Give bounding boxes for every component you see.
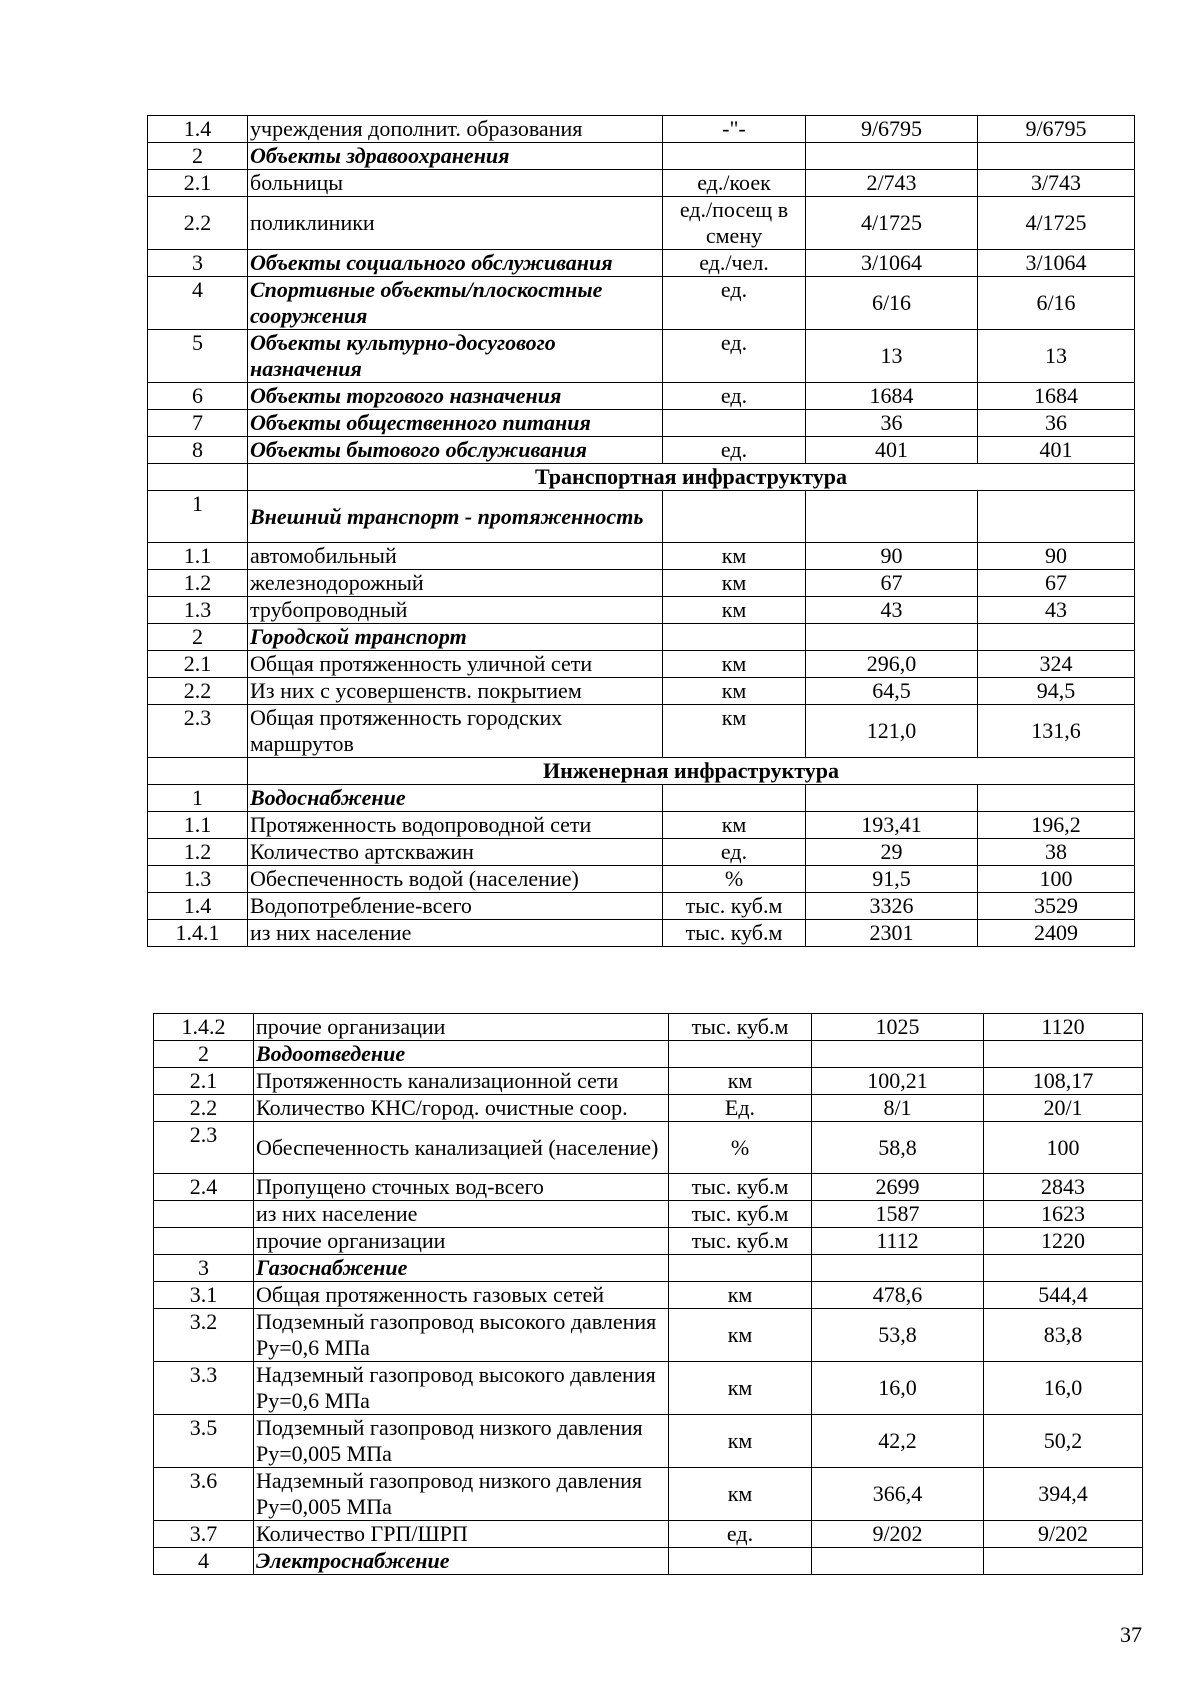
cell-unit bbox=[669, 1041, 812, 1068]
cell-value-project: 2843 bbox=[984, 1174, 1143, 1201]
cell-unit: ед. bbox=[663, 839, 806, 866]
table-row bbox=[154, 1228, 1143, 1255]
cell-value-existing bbox=[812, 1255, 984, 1282]
cell-num: 2.1 bbox=[154, 1068, 254, 1095]
cell-unit: тыс. куб.м bbox=[663, 893, 806, 920]
cell-name: Надземный газопровод низкого давления Ру=0,005 МПа bbox=[254, 1468, 669, 1521]
cell-value-project: 36 bbox=[978, 410, 1135, 437]
cell-value-existing: 1684 bbox=[806, 383, 978, 410]
cell-unit: Ед. bbox=[669, 1095, 812, 1122]
cell-num: 1.4.2 bbox=[154, 1014, 254, 1041]
cell-num: 3.6 bbox=[154, 1468, 254, 1521]
table-row bbox=[154, 1362, 1143, 1415]
cell-name: Пропущено сточных вод-всего bbox=[254, 1174, 669, 1201]
cell-num: 2.4 bbox=[154, 1174, 254, 1201]
cell-unit: км bbox=[669, 1309, 812, 1362]
indicators-table-top bbox=[147, 115, 1135, 947]
table-row bbox=[154, 1122, 1143, 1174]
cell-unit: ед. bbox=[663, 330, 806, 383]
cell-unit: тыс. куб.м bbox=[669, 1228, 812, 1255]
cell-num: 8 bbox=[148, 437, 248, 464]
table-row bbox=[154, 1201, 1143, 1228]
cell-unit: тыс. куб.м bbox=[669, 1201, 812, 1228]
table-bottom-body bbox=[154, 1014, 1143, 1575]
table-row bbox=[154, 1548, 1143, 1575]
table-row bbox=[148, 624, 1135, 651]
cell-unit: км bbox=[663, 651, 806, 678]
cell-name: Объекты бытового обслуживания bbox=[248, 437, 663, 464]
cell-name: Газоснабжение bbox=[254, 1255, 669, 1282]
cell-value-project: 3/743 bbox=[978, 170, 1135, 197]
cell-name: автомобильный bbox=[248, 543, 663, 570]
cell-name: Протяженность водопроводной сети bbox=[248, 812, 663, 839]
table-row bbox=[154, 1174, 1143, 1201]
cell-value-project: 394,4 bbox=[984, 1468, 1143, 1521]
table-row bbox=[148, 597, 1135, 624]
cell-value-project: 4/1725 bbox=[978, 197, 1135, 250]
cell-value-existing: 58,8 bbox=[812, 1122, 984, 1174]
table-row bbox=[154, 1415, 1143, 1468]
cell-num: 2 bbox=[148, 624, 248, 651]
cell-value-project: 1623 bbox=[984, 1201, 1143, 1228]
cell-value-project: 544,4 bbox=[984, 1282, 1143, 1309]
cell-unit: тыс. куб.м bbox=[669, 1174, 812, 1201]
cell-value-existing: 67 bbox=[806, 570, 978, 597]
cell-unit bbox=[663, 143, 806, 170]
cell-value-existing: 13 bbox=[806, 330, 978, 383]
cell-name: Объекты торгового назначения bbox=[248, 383, 663, 410]
indicators-table-bottom bbox=[153, 1013, 1143, 1575]
cell-value-existing: 8/1 bbox=[812, 1095, 984, 1122]
cell-unit: ед./чел. bbox=[663, 250, 806, 277]
cell-name: Спортивные объекты/плоскостные сооружения bbox=[248, 277, 663, 330]
cell-value-existing bbox=[812, 1041, 984, 1068]
cell-num: 2.1 bbox=[148, 651, 248, 678]
cell-num: 2.1 bbox=[148, 170, 248, 197]
cell-num: 1.3 bbox=[148, 866, 248, 893]
table-row bbox=[148, 170, 1135, 197]
cell-value-existing: 296,0 bbox=[806, 651, 978, 678]
cell-value-project: 2409 bbox=[978, 920, 1135, 947]
cell-value-project bbox=[984, 1548, 1143, 1575]
cell-unit: ед. bbox=[663, 437, 806, 464]
table-row bbox=[154, 1309, 1143, 1362]
cell-num: 4 bbox=[154, 1548, 254, 1575]
cell-num bbox=[154, 1201, 254, 1228]
cell-name: трубопроводный bbox=[248, 597, 663, 624]
cell-num: 3.2 bbox=[154, 1309, 254, 1362]
cell-name: прочие организации bbox=[254, 1228, 669, 1255]
cell-value-existing: 366,4 bbox=[812, 1468, 984, 1521]
cell-unit: км bbox=[669, 1468, 812, 1521]
cell-value-existing: 6/16 bbox=[806, 277, 978, 330]
table-row bbox=[148, 758, 1135, 785]
cell-value-project: 20/1 bbox=[984, 1095, 1143, 1122]
cell-value-project: 9/202 bbox=[984, 1521, 1143, 1548]
cell-num: 1 bbox=[148, 785, 248, 812]
table-row bbox=[154, 1521, 1143, 1548]
cell-value-project: 90 bbox=[978, 543, 1135, 570]
cell-unit: ед. bbox=[669, 1521, 812, 1548]
cell-name: Из них с усовершенств. покрытием bbox=[248, 678, 663, 705]
cell-num: 2.2 bbox=[154, 1095, 254, 1122]
table-row bbox=[148, 543, 1135, 570]
cell-name: Протяженность канализационной сети bbox=[254, 1068, 669, 1095]
cell-value-existing bbox=[812, 1548, 984, 1575]
cell-value-existing: 29 bbox=[806, 839, 978, 866]
table-row bbox=[148, 651, 1135, 678]
cell-value-existing: 193,41 bbox=[806, 812, 978, 839]
table-row bbox=[154, 1041, 1143, 1068]
cell-value-project: 94,5 bbox=[978, 678, 1135, 705]
table-row bbox=[148, 143, 1135, 170]
cell-num: 1.2 bbox=[148, 839, 248, 866]
cell-num: 2 bbox=[148, 143, 248, 170]
cell-value-existing: 2/743 bbox=[806, 170, 978, 197]
cell-value-project: 9/6795 bbox=[978, 116, 1135, 143]
table-row bbox=[148, 920, 1135, 947]
cell-name: больницы bbox=[248, 170, 663, 197]
cell-name: Подземный газопровод низкого давления Ру=0,005 МПа bbox=[254, 1415, 669, 1468]
cell-name: Надземный газопровод высокого давления Ру=0,6 МПа bbox=[254, 1362, 669, 1415]
cell-unit bbox=[669, 1548, 812, 1575]
cell-name: Количество артскважин bbox=[248, 839, 663, 866]
cell-unit bbox=[663, 491, 806, 543]
cell-num: 2.2 bbox=[148, 678, 248, 705]
table-row bbox=[148, 464, 1135, 491]
cell-unit: % bbox=[663, 866, 806, 893]
cell-name: Количество ГРП/ШРП bbox=[254, 1521, 669, 1548]
cell-value-project: 131,6 bbox=[978, 705, 1135, 758]
cell-unit: тыс. куб.м bbox=[669, 1014, 812, 1041]
cell-value-project: 16,0 bbox=[984, 1362, 1143, 1415]
cell-unit: ед./посещ в смену bbox=[663, 197, 806, 250]
cell-name: Городской транспорт bbox=[248, 624, 663, 651]
cell-name: Подземный газопровод высокого давления Ру=0,6 МПа bbox=[254, 1309, 669, 1362]
table-row bbox=[148, 570, 1135, 597]
cell-name: Количество КНС/город. очистные соор. bbox=[254, 1095, 669, 1122]
table-row bbox=[148, 893, 1135, 920]
cell-unit: % bbox=[669, 1122, 812, 1174]
cell-value-existing: 4/1725 bbox=[806, 197, 978, 250]
table-row bbox=[148, 250, 1135, 277]
table-row bbox=[154, 1095, 1143, 1122]
cell-unit: ед. bbox=[663, 383, 806, 410]
cell-unit: км bbox=[663, 678, 806, 705]
table-row bbox=[154, 1068, 1143, 1095]
cell-unit bbox=[663, 624, 806, 651]
cell-value-existing: 1112 bbox=[812, 1228, 984, 1255]
cell-value-project: 1684 bbox=[978, 383, 1135, 410]
cell-num: 1.1 bbox=[148, 812, 248, 839]
cell-value-project: 108,17 bbox=[984, 1068, 1143, 1095]
cell-num: 1.3 bbox=[148, 597, 248, 624]
cell-unit bbox=[663, 410, 806, 437]
cell-name: из них население bbox=[254, 1201, 669, 1228]
cell-num: 2.3 bbox=[154, 1122, 254, 1174]
cell-num: 3 bbox=[154, 1255, 254, 1282]
cell-value-project: 100 bbox=[978, 866, 1135, 893]
cell-name: учреждения дополнит. образования bbox=[248, 116, 663, 143]
cell-value-existing: 1025 bbox=[812, 1014, 984, 1041]
cell-num bbox=[154, 1228, 254, 1255]
table-top-body bbox=[148, 116, 1135, 947]
cell-value-existing: 9/6795 bbox=[806, 116, 978, 143]
table-row bbox=[148, 785, 1135, 812]
cell-value-project: 67 bbox=[978, 570, 1135, 597]
table-row bbox=[148, 330, 1135, 383]
cell-value-project bbox=[978, 785, 1135, 812]
section-heading: Инженерная инфраструктура bbox=[248, 758, 1135, 785]
cell-unit bbox=[663, 785, 806, 812]
cell-value-project: 401 bbox=[978, 437, 1135, 464]
cell-num: 2 bbox=[154, 1041, 254, 1068]
cell-value-existing: 3326 bbox=[806, 893, 978, 920]
cell-unit: км bbox=[663, 597, 806, 624]
table-row bbox=[148, 812, 1135, 839]
cell-value-existing: 16,0 bbox=[812, 1362, 984, 1415]
cell-unit: -"- bbox=[663, 116, 806, 143]
cell-value-existing bbox=[806, 143, 978, 170]
cell-value-project: 196,2 bbox=[978, 812, 1135, 839]
table-row bbox=[154, 1014, 1143, 1041]
table-row bbox=[148, 410, 1135, 437]
cell-num: 3.1 bbox=[154, 1282, 254, 1309]
cell-value-project bbox=[978, 143, 1135, 170]
cell-value-existing: 3/1064 bbox=[806, 250, 978, 277]
cell-value-project: 1120 bbox=[984, 1014, 1143, 1041]
cell-name: Объекты культурно-досугового назначения bbox=[248, 330, 663, 383]
cell-value-existing bbox=[806, 491, 978, 543]
cell-name: Объекты здравоохранения bbox=[248, 143, 663, 170]
cell-num: 3 bbox=[148, 250, 248, 277]
cell-unit: км bbox=[663, 705, 806, 758]
cell-unit: км bbox=[669, 1362, 812, 1415]
cell-name: Внешний транспорт - протяженность bbox=[248, 491, 663, 543]
table-row bbox=[148, 437, 1135, 464]
cell-value-existing bbox=[806, 624, 978, 651]
cell-name: Водоснабжение bbox=[248, 785, 663, 812]
cell-name: Общая протяженность газовых сетей bbox=[254, 1282, 669, 1309]
cell-value-project: 100 bbox=[984, 1122, 1143, 1174]
cell-unit: тыс. куб.м bbox=[663, 920, 806, 947]
cell-unit: км bbox=[669, 1068, 812, 1095]
cell-num: 1.1 bbox=[148, 543, 248, 570]
table-row bbox=[148, 839, 1135, 866]
cell-num: 3.7 bbox=[154, 1521, 254, 1548]
cell-name: из них население bbox=[248, 920, 663, 947]
cell-num: 2.3 bbox=[148, 705, 248, 758]
cell-value-existing: 64,5 bbox=[806, 678, 978, 705]
cell-name: Общая протяженность уличной сети bbox=[248, 651, 663, 678]
cell-value-project bbox=[978, 624, 1135, 651]
cell-value-existing: 401 bbox=[806, 437, 978, 464]
cell-value-project: 3/1064 bbox=[978, 250, 1135, 277]
cell-value-project: 6/16 bbox=[978, 277, 1135, 330]
cell-unit: км bbox=[669, 1282, 812, 1309]
cell-unit bbox=[669, 1255, 812, 1282]
table-row bbox=[154, 1282, 1143, 1309]
cell-value-existing: 121,0 bbox=[806, 705, 978, 758]
cell-num: 3.5 bbox=[154, 1415, 254, 1468]
page-number: 37 bbox=[1120, 1622, 1142, 1647]
cell-value-project bbox=[984, 1041, 1143, 1068]
table-row bbox=[148, 678, 1135, 705]
cell-name: Объекты общественного питания bbox=[248, 410, 663, 437]
cell-value-project: 43 bbox=[978, 597, 1135, 624]
cell-value-existing: 42,2 bbox=[812, 1415, 984, 1468]
table-row bbox=[148, 197, 1135, 250]
table-row bbox=[148, 116, 1135, 143]
section-heading: Транспортная инфраструктура bbox=[248, 464, 1135, 491]
cell-value-project bbox=[984, 1255, 1143, 1282]
cell-num: 4 bbox=[148, 277, 248, 330]
cell-value-project: 38 bbox=[978, 839, 1135, 866]
table-row bbox=[154, 1468, 1143, 1521]
cell-unit: км bbox=[669, 1415, 812, 1468]
cell-unit: км bbox=[663, 570, 806, 597]
cell-name: Обеспеченность канализацией (население) bbox=[254, 1122, 669, 1174]
table-row bbox=[148, 705, 1135, 758]
cell-value-existing: 53,8 bbox=[812, 1309, 984, 1362]
cell-num: 1.2 bbox=[148, 570, 248, 597]
cell-num: 5 bbox=[148, 330, 248, 383]
cell-value-existing: 90 bbox=[806, 543, 978, 570]
cell-unit: км bbox=[663, 812, 806, 839]
cell-unit: ед. bbox=[663, 277, 806, 330]
cell-value-project: 83,8 bbox=[984, 1309, 1143, 1362]
cell-value-project: 324 bbox=[978, 651, 1135, 678]
cell-name: Общая протяженность городских маршрутов bbox=[248, 705, 663, 758]
cell-value-existing: 2301 bbox=[806, 920, 978, 947]
cell-num: 1 bbox=[148, 491, 248, 543]
cell-value-project: 13 bbox=[978, 330, 1135, 383]
cell-num: 2.2 bbox=[148, 197, 248, 250]
cell-name: Электроснабжение bbox=[254, 1548, 669, 1575]
cell-value-project bbox=[978, 491, 1135, 543]
cell-value-existing: 91,5 bbox=[806, 866, 978, 893]
table-row bbox=[154, 1255, 1143, 1282]
cell-name: Водопотребление-всего bbox=[248, 893, 663, 920]
cell-name: Объекты социального обслуживания bbox=[248, 250, 663, 277]
cell-num: 3.3 bbox=[154, 1362, 254, 1415]
table-row bbox=[148, 491, 1135, 543]
cell-num: 6 bbox=[148, 383, 248, 410]
cell-num bbox=[148, 758, 248, 785]
cell-value-existing: 43 bbox=[806, 597, 978, 624]
cell-unit: км bbox=[663, 543, 806, 570]
cell-name: прочие организации bbox=[254, 1014, 669, 1041]
cell-value-existing: 9/202 bbox=[812, 1521, 984, 1548]
cell-num bbox=[148, 464, 248, 491]
cell-name: Водоотведение bbox=[254, 1041, 669, 1068]
table-row bbox=[148, 277, 1135, 330]
cell-value-existing: 36 bbox=[806, 410, 978, 437]
cell-value-existing: 1587 bbox=[812, 1201, 984, 1228]
cell-num: 1.4 bbox=[148, 116, 248, 143]
cell-num: 7 bbox=[148, 410, 248, 437]
cell-name: железнодорожный bbox=[248, 570, 663, 597]
cell-value-existing: 100,21 bbox=[812, 1068, 984, 1095]
cell-value-project: 3529 bbox=[978, 893, 1135, 920]
cell-name: Обеспеченность водой (население) bbox=[248, 866, 663, 893]
cell-value-existing: 2699 bbox=[812, 1174, 984, 1201]
cell-value-existing bbox=[806, 785, 978, 812]
cell-num: 1.4.1 bbox=[148, 920, 248, 947]
cell-unit: ед./коек bbox=[663, 170, 806, 197]
cell-num: 1.4 bbox=[148, 893, 248, 920]
cell-value-existing: 478,6 bbox=[812, 1282, 984, 1309]
cell-name: поликлиники bbox=[248, 197, 663, 250]
cell-value-project: 50,2 bbox=[984, 1415, 1143, 1468]
cell-value-project: 1220 bbox=[984, 1228, 1143, 1255]
table-row bbox=[148, 383, 1135, 410]
table-row bbox=[148, 866, 1135, 893]
